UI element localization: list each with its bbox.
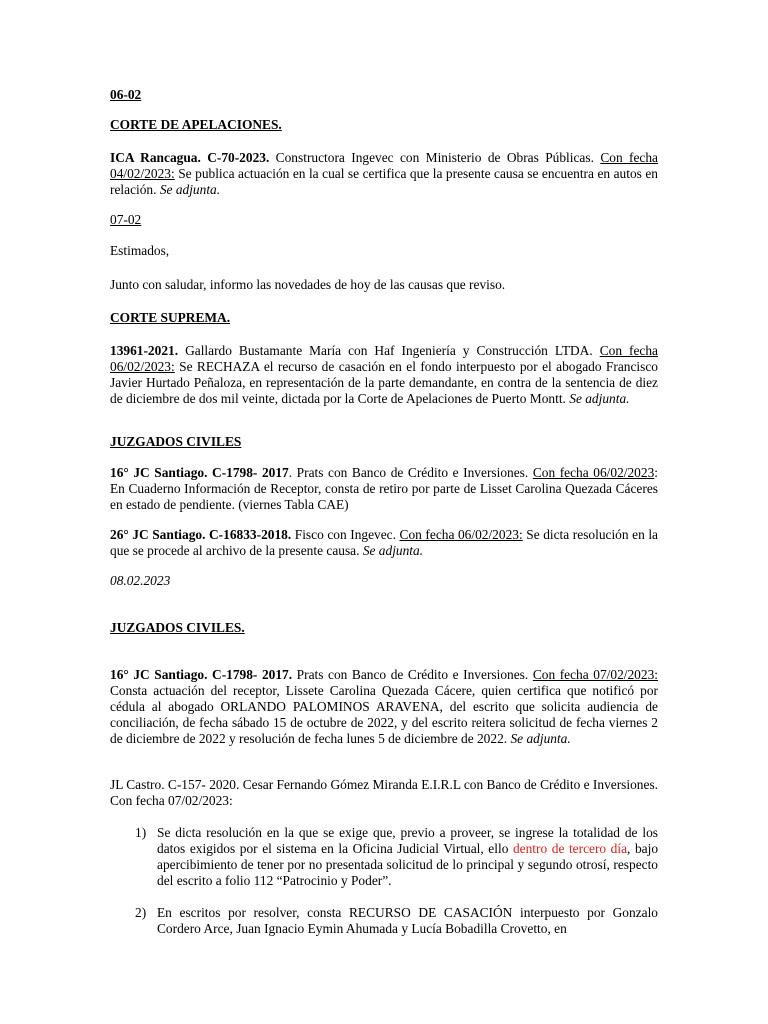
date-heading-06-02: 06-02 (110, 87, 142, 102)
list-number: 1) (135, 825, 147, 840)
list-item: 2) En escritos por resolver, consta RECURSO DE CASACIÓN interpuesto por Gonzalo Cordero Arce, Juan Ignacio Eymin Ahumada y Lucía Bobadilla Crovetto, en (135, 905, 658, 936)
date-heading-07-02: 07-02 (110, 212, 142, 227)
attachment-note: Se adjunta. (159, 182, 221, 197)
section-heading-juzgados-civiles-2: JUZGADOS CIVILES. (110, 620, 245, 635)
date-heading-08-02-2023: 08.02.2023 (110, 573, 171, 588)
case-id: 26° JC Santiago. C-16833-2018. (110, 527, 292, 542)
resolution-list (135, 825, 658, 889)
section-heading-juzgados-civiles: JUZGADOS CIVILES (110, 434, 242, 449)
case-id: 16° JC Santiago. C-1798- 2017 (110, 465, 289, 480)
case-paragraph-16-jc-c-1798-b: 16° JC Santiago. C-1798- 2017. Prats con Banco de Crédito e Inversiones. Con fecha 07/02/2023: Consta actuación del receptor, Lissete Carolina Quezada Cácere, quien certifica que notificó por cédula al abogado ORLANDO PALOMINOS ARAVENA, del escrito que solicita audiencia de conciliación, de fecha sábado 15 de octubre de 2022, y del escrito reitera solicitud de fecha viernes 2 de diciembre de 2022 y resolución de fecha lunes 5 de diciembre de 2022. Se adjunta. (110, 667, 658, 746)
attachment-note: Se adjunta. (569, 391, 630, 406)
case-date: Con fecha 06/02/2023: (399, 527, 523, 542)
case-paragraph-26-jc-c-16833: 26° JC Santiago. C-16833-2018. Fisco con Ingevec. Con fecha 06/02/2023: Se dicta resolución en la que se procede al archivo de la presente causa. Se adjunta. (110, 527, 658, 558)
case-paragraph-jl-castro: JL Castro. C-157- 2020. Cesar Fernando Gómez Miranda E.I.R.L con Banco de Crédito e Inversiones. Con fecha 07/02/2023: (110, 777, 658, 808)
greeting: Estimados, (110, 243, 170, 258)
case-date: Con fecha 06/02/2023: (110, 343, 658, 374)
section-heading-corte-apelaciones: CORTE DE APELACIONES. (110, 117, 282, 132)
highlighted-deadline: dentro de tercero día (512, 841, 628, 856)
case-paragraph-ica-rancagua: ICA Rancagua. C-70-2023. Constructora Ingevec con Ministerio de Obras Públicas. Con fecha 04/02/2023: Se publica actuación en la cual se certifica que la presente causa se encuentra en autos en relación. Se adjunta. (110, 150, 658, 197)
case-paragraph-16-jc-c-1798: 16° JC Santiago. C-1798- 2017. Prats con Banco de Crédito e Inversiones. Con fecha 06/02/2023: En Cuaderno Información de Receptor, consta de retiro por parte de Lisset Carolina Quezada Cáceres en estado de pendiente. (viernes Tabla CAE) (110, 465, 658, 512)
intro-text: Junto con saludar, informo las novedades de hoy de las causas que reviso. (110, 277, 506, 292)
case-id: 16° JC Santiago. C-1798- 2017. (110, 667, 293, 682)
case-date: Con fecha 07/02/2023: (532, 667, 658, 682)
case-date: Con fecha 06/02/2023 (532, 465, 655, 480)
attachment-note: Se adjunta. (362, 543, 424, 558)
resolution-list-2 (135, 905, 658, 937)
case-date: Con fecha 04/02/2023: (110, 150, 658, 181)
case-id: 13961-2021. (110, 343, 179, 358)
case-paragraph-13961-2021: 13961-2021. Gallardo Bustamante María con Haf Ingeniería y Construcción LTDA. Con fecha 06/02/2023: Se RECHAZA el recurso de casación en el fondo interpuesto por el abogado Francisco Javier Hurtado Peñaloza, en representación de la parte demandante, en contra de la sentencia de diez de diciembre de dos mil veinte, dictada por la Corte de Apelaciones de Puerto Montt. Se adjunta. (110, 343, 658, 406)
section-heading-corte-suprema: CORTE SUPREMA. (110, 310, 231, 325)
attachment-note: Se adjunta. (510, 731, 571, 746)
case-id: ICA Rancagua. C-70-2023. (110, 150, 270, 165)
list-number: 2) (135, 905, 147, 920)
list-item: 1) Se dicta resolución en la que se exige que, previo a proveer, se ingrese la totalidad de los datos exigidos por el sistema en la Oficina Judicial Virtual, ello dentro de tercero día, bajo apercibimiento de tener por no presentada solicitud de lo principal y segundo otrosí, respecto del escrito a folio 112 “Patrocinio y Poder”. (135, 825, 659, 888)
